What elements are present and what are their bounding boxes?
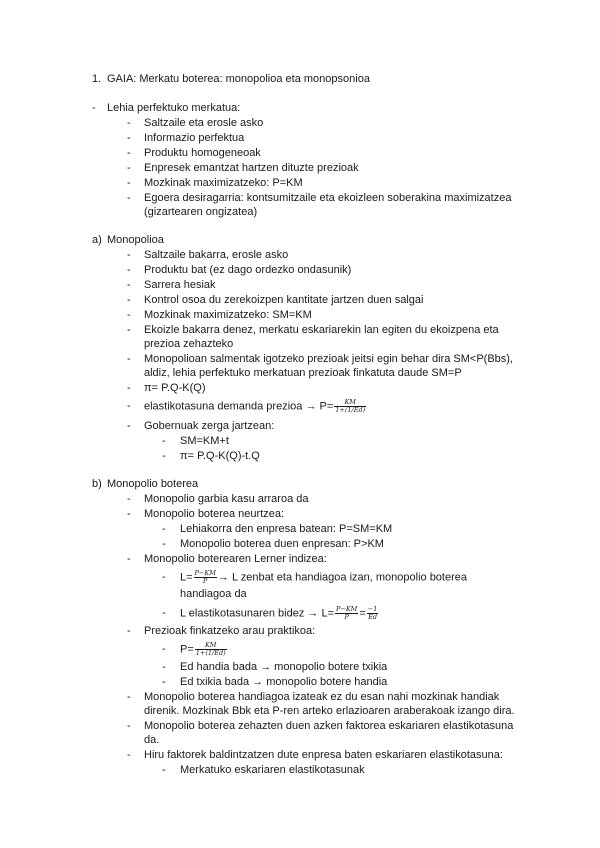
section-header-monopolio-boterea: Monopolio boterea (107, 478, 199, 490)
list-item: Informazio perfektua (144, 132, 245, 144)
bullet-dash: - (162, 450, 166, 462)
bullet-dash: - (127, 625, 131, 637)
list-item-lerner (180, 570, 467, 585)
list-item-sub: Monopolio boterea duen enpresan: P>KM (180, 538, 384, 550)
bullet-dash: - (162, 764, 166, 776)
list-item-sub: Ed handia bada → monopolio botere txikia (180, 661, 388, 673)
list-item-continuation: prezioa zehazteko (144, 338, 234, 350)
bullet-dash: - (127, 177, 131, 189)
bullet-dash: - (162, 523, 166, 535)
lerner-elasticity-text: L elastikotasunaren bidez → L= (180, 607, 334, 620)
list-item-sub: π= P.Q-K(Q)-t.Q (180, 450, 260, 462)
fraction-denominator: P (344, 613, 349, 621)
bullet-dash: - (162, 571, 166, 583)
list-item-elasticity (144, 399, 367, 414)
fraction-numerator: P−KM (194, 569, 216, 577)
fraction-numerator: P−KM (336, 605, 358, 613)
elasticity-text: elastikotasuna demanda prezioa → P= (144, 400, 334, 413)
list-item: Monopolio boterea neurtzea: (144, 508, 285, 520)
bullet-dash: - (127, 309, 131, 321)
bullet-dash: - (162, 435, 166, 447)
list-item: Kontrol osoa du zerekoizpen kantitate jartzen duen salgai (144, 294, 424, 306)
bullet-dash: - (127, 553, 131, 565)
list-item-continuation: da. (144, 734, 160, 746)
fraction-denominator: Ed (368, 613, 378, 621)
bullet-dash: - (127, 294, 131, 306)
price-prefix: P= (180, 643, 194, 656)
list-item: Ekoizle bakarra denez, merkatu eskariarekin lan egiten du ekoizpena eta (144, 324, 499, 336)
bullet-dash: - (127, 147, 131, 159)
bullet-dash: - (127, 249, 131, 261)
fraction-denominator: 1+(1/Ed) (195, 649, 226, 657)
bullet-dash: - (127, 508, 131, 520)
bullet-dash: - (127, 162, 131, 174)
list-item-continuation: aldiz, lehia perfektuko merkatuan prezioak finkatuta daude SM=P (144, 367, 462, 379)
list-item-sub: Merkatuko eskariaren elastikotasunak (180, 764, 365, 776)
bullet-dash: - (162, 607, 166, 619)
bullet-dash: - (127, 279, 131, 291)
bullet-dash: - (127, 749, 131, 761)
list-item: Monopolio boterea handiagoa izateak ez du esan nahi mozkinak handiak (144, 691, 500, 703)
fraction-numerator: KM (334, 399, 366, 407)
list-item-sub: Ed txikia bada → monopolio botere handia (180, 676, 388, 688)
section-label: a) (92, 234, 102, 246)
bullet-dash: - (127, 264, 131, 276)
bullet-dash: - (127, 382, 131, 394)
bullet-dash: - (127, 720, 131, 732)
fraction-denominator: 1+(1/Ed) (335, 406, 366, 414)
list-item: Monopolio boterea zehazten duen azken faktorea eskariaren elastikotasuna (144, 720, 514, 732)
bullet-dash: - (127, 117, 131, 129)
list-item: Saltzaile eta erosle asko (144, 117, 264, 129)
bullet-dash: - (127, 420, 131, 432)
fraction-numerator: −1 (367, 605, 378, 613)
bullet-dash: - (127, 132, 131, 144)
list-item-lerner-elasticity (180, 606, 379, 621)
list-item-price-rule (180, 642, 228, 657)
bullet-dash: - (162, 676, 166, 688)
section-header-monopolioa: Monopolioa (107, 234, 164, 246)
list-item: Gobernuak zerga jartzean: (144, 420, 275, 432)
lerner-fraction (335, 606, 358, 621)
bullet-dash: - (127, 353, 131, 365)
list-item: Sarrera hesiak (144, 279, 216, 291)
list-item: Mozkinak maximizatzeko: SM=KM (144, 309, 312, 321)
bullet-dash: - (162, 661, 166, 673)
page-title: GAIA: Merkatu boterea: monopolioa eta monopsonioa (107, 73, 370, 85)
bullet-dash: - (92, 102, 96, 114)
bullet-dash: - (127, 192, 131, 204)
list-item-continuation: direnik. Mozkinak Bbk eta P-ren arteko erlazioaren araberakoak izango dira. (144, 705, 515, 717)
list-item-profit: π= P.Q-K(Q) (144, 382, 206, 394)
lerner-fraction (194, 570, 217, 585)
list-item: Monopolio garbia kasu arraroa da (144, 493, 309, 505)
list-item-continuation: (gizartearen ongizatea) (144, 206, 258, 218)
elasticity-fraction (367, 606, 379, 621)
bullet-dash: - (127, 691, 131, 703)
bullet-dash: - (162, 538, 166, 550)
elasticity-fraction (334, 399, 366, 414)
list-item: Monopolioan salmentak igotzeko prezioak jeitsi egin behar dira SM<P(Bbs), (144, 353, 513, 365)
list-item-continuation: handiagoa da (180, 588, 247, 600)
section-header-lehia: Lehia perfektuko merkatua: (107, 102, 241, 114)
list-item: Prezioak finkatzeko arau praktikoa: (144, 625, 316, 637)
fraction-denominator: P (203, 577, 208, 585)
list-item: Monopolio boterearen Lerner indizea: (144, 553, 327, 565)
bullet-dash: - (162, 643, 166, 655)
title-number: 1. (92, 73, 102, 85)
list-item: Hiru faktorek baldintzatzen dute enpresa baten eskariaren elastikotasuna: (144, 749, 503, 761)
lerner-text: → L zenbat eta handiagoa izan, monopolio boterea (217, 571, 467, 584)
list-item: Saltzaile bakarra, erosle asko (144, 249, 289, 261)
bullet-dash: - (127, 400, 131, 412)
list-item: Egoera desiragarria: kontsumitzaile eta ekoizleen soberakina maximizatzea (144, 192, 512, 204)
list-item: Produktu homogeneoak (144, 147, 261, 159)
fraction-numerator: KM (195, 642, 227, 650)
price-fraction (195, 642, 227, 657)
equals-sign: = (359, 607, 366, 620)
list-item-sub: SM=KM+t (180, 435, 229, 447)
section-label: b) (92, 478, 102, 490)
list-item: Produktu bat (ez dago ordezko ondasunik) (144, 264, 352, 276)
list-item: Enpresek emantzat hartzen dituzte prezioak (144, 162, 359, 174)
list-item: Mozkinak maximizatzeko: P=KM (144, 177, 303, 189)
lerner-prefix: L= (180, 571, 193, 584)
bullet-dash: - (127, 493, 131, 505)
bullet-dash: - (127, 324, 131, 336)
list-item-sub: Lehiakorra den enpresa batean: P=SM=KM (180, 523, 393, 535)
